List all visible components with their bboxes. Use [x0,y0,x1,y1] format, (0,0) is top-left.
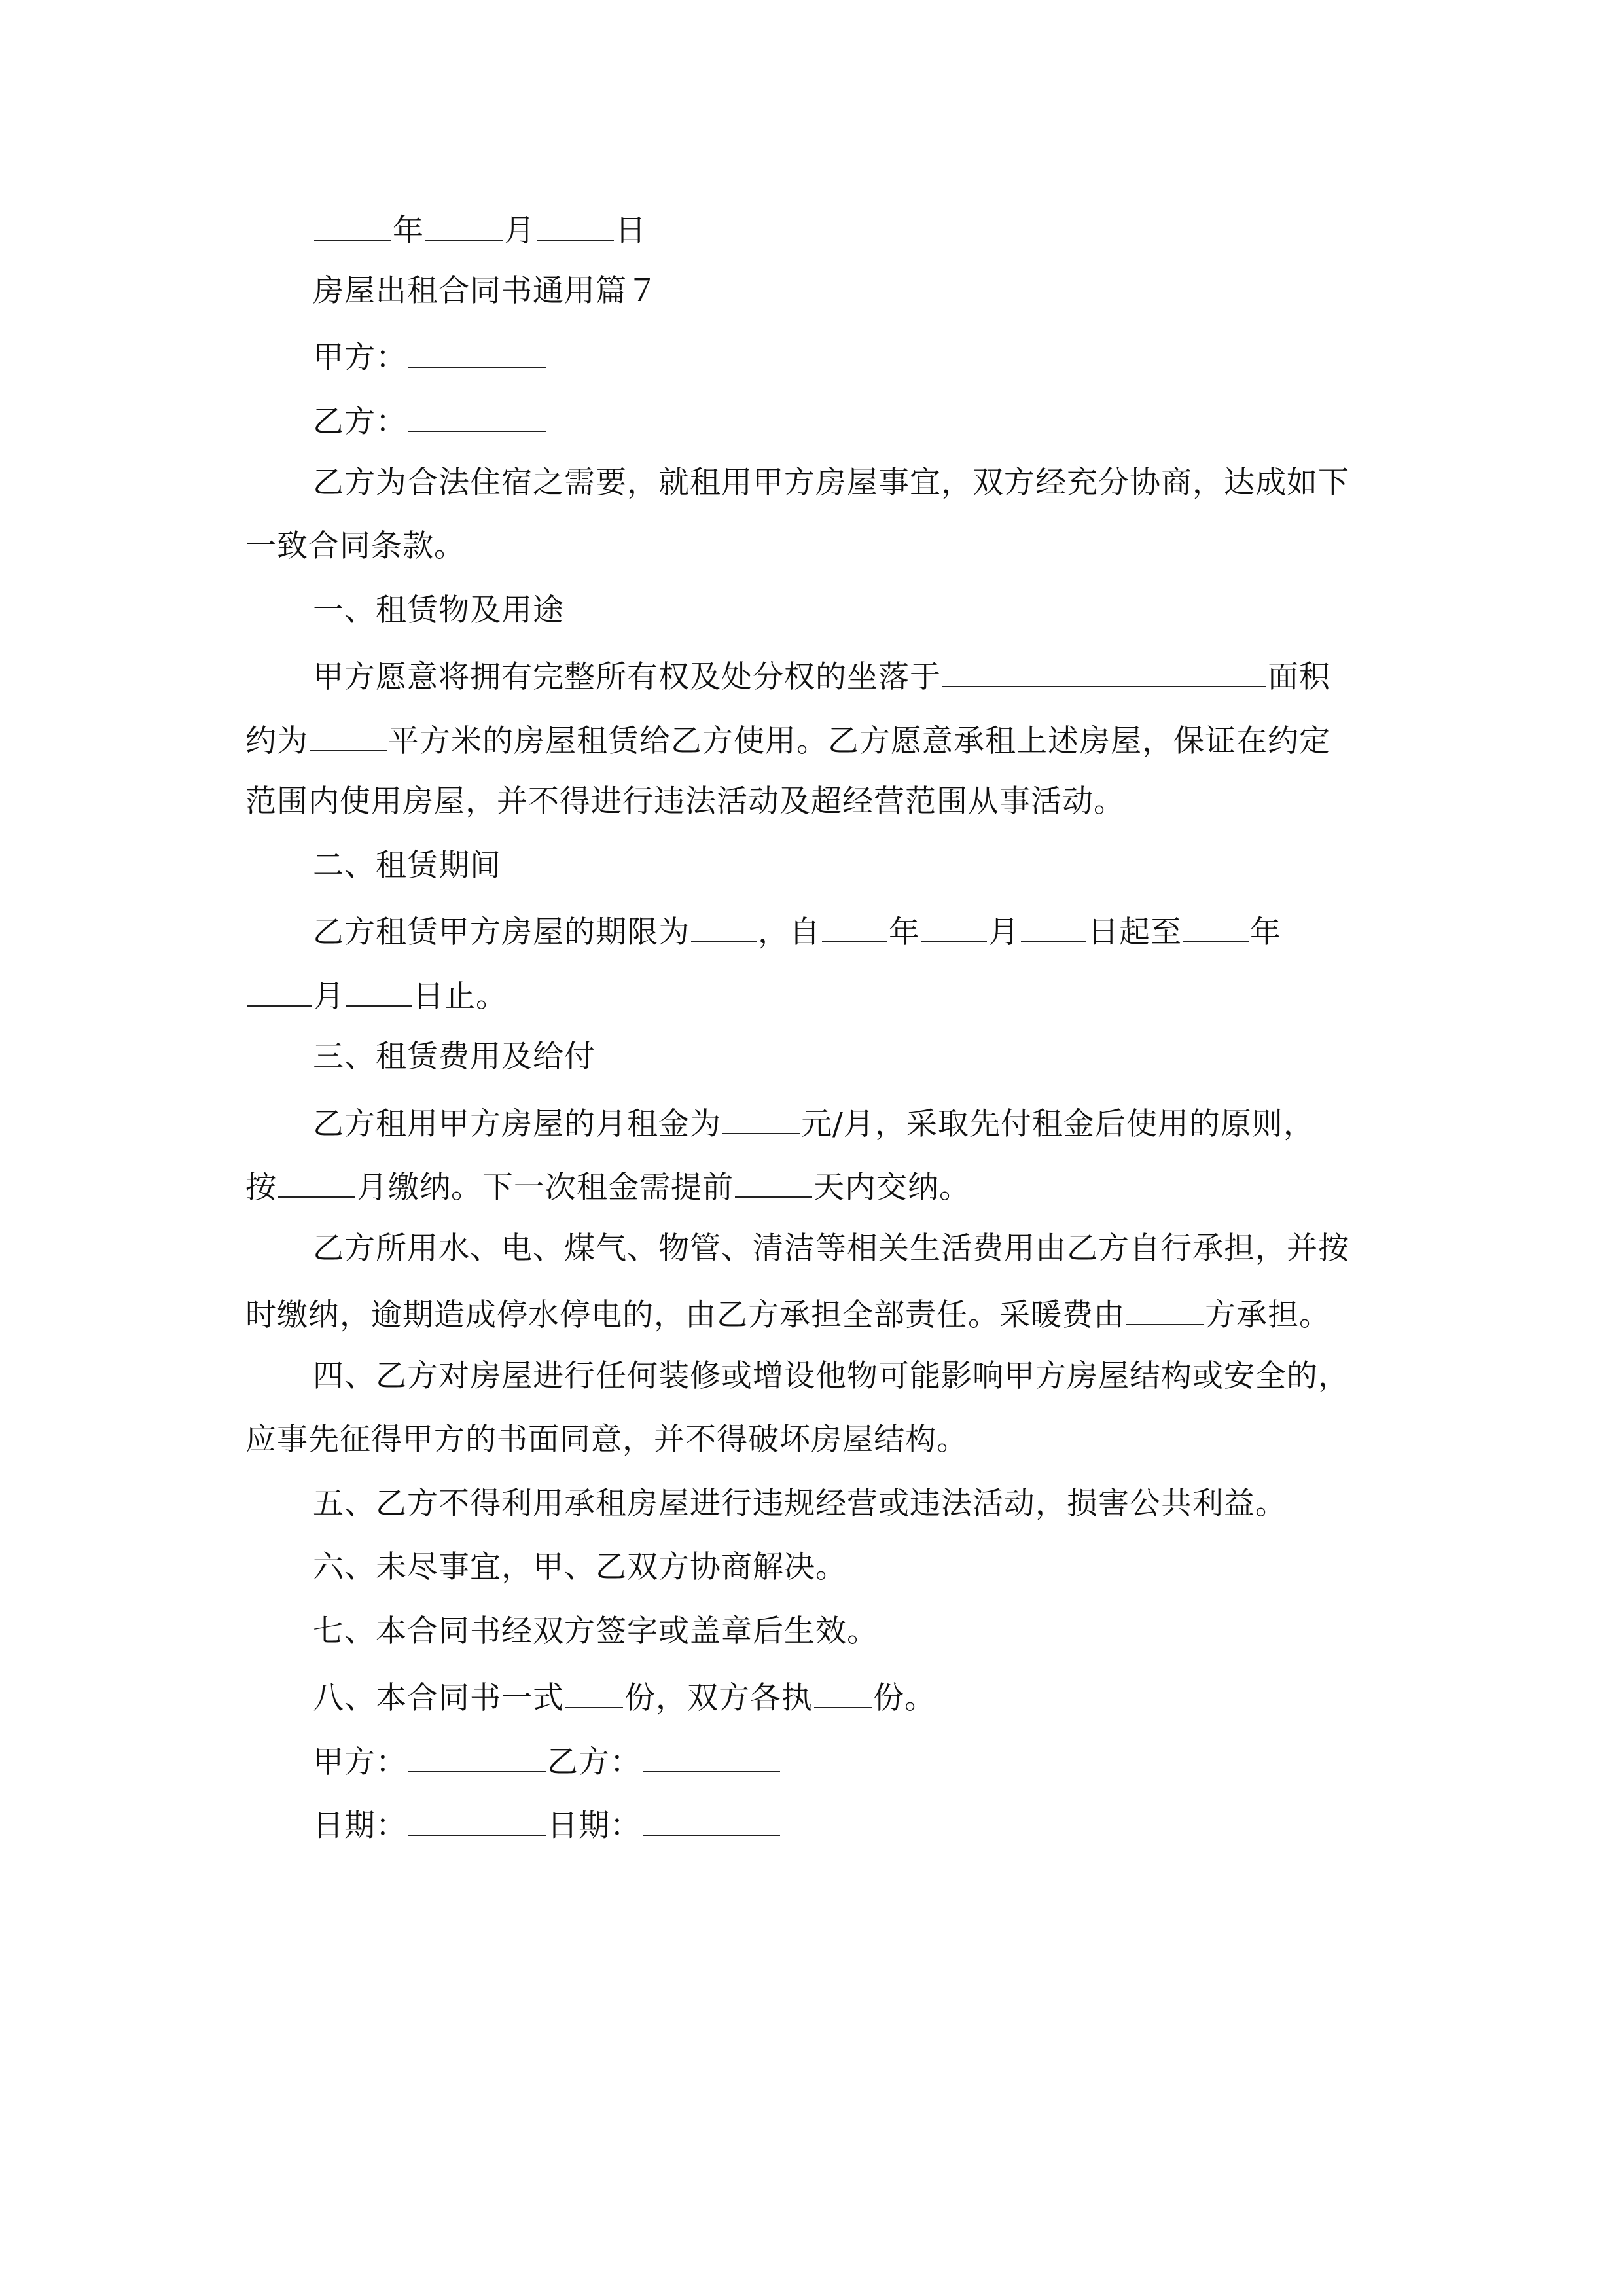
blank-address [942,655,1266,687]
blank-rent [722,1102,800,1134]
section2-line-1 [313,910,1281,952]
blank-pay-months [278,1165,355,1198]
party-a-line [313,335,547,378]
section3-line-3: 乙方所用水、电、煤气、物管、清洁等相关生活费用由乙方自行承担，并按 [313,1230,1349,1266]
section2-text-d: 月 [988,914,1020,950]
section8-text-c: 份。 [873,1680,936,1716]
section2-text-h: 日止。 [413,978,507,1014]
section3-text-d: 月缴纳。下一次租金需提前 [357,1170,734,1206]
blank-term [691,910,757,942]
blank-start-year [822,910,887,942]
party-a-label: 甲方： [313,340,407,376]
section2-line-2 [245,974,507,1016]
party-b-label: 乙方： [313,404,407,440]
blank-copies-each [814,1676,872,1708]
section2-text-g: 月 [313,978,345,1014]
section1-text-a: 甲方愿意将拥有完整所有权及处分权的坐落于 [313,659,941,695]
section1-line-3: 范围内使用房屋，并不得进行违法活动及超经营范围从事活动。 [245,783,1125,819]
blank-end-day [346,974,412,1007]
section4-line-2: 应事先征得甲方的书面同意，并不得破坏房屋结构。 [245,1422,968,1458]
section6: 六、未尽事宜，甲、乙双方协商解决。 [313,1549,847,1585]
section3-text-c: 按 [245,1170,277,1206]
section5: 五、乙方不得利用承租房屋进行违规经营或违法活动，损害公共利益。 [313,1486,1287,1522]
blank-start-day [1021,910,1086,942]
blank-sign-party-b [643,1740,780,1772]
section4-line-1: 四、乙方对房屋进行任何装修或增设他物可能影响甲方房屋结构或安全的， [313,1358,1349,1394]
signature-parties [313,1740,781,1782]
section3-text-e: 天内交纳。 [813,1170,971,1206]
section1-text-c: 约为 [245,723,308,759]
section3-line-4 [245,1293,1330,1335]
section3-text-b: 元/月，采取先付租金后使用的原则， [801,1106,1315,1142]
section7: 七、本合同书经双方签字或盖章后生效。 [313,1613,878,1649]
blank-date-b [643,1803,780,1836]
section1-line-1 [313,655,1330,697]
blank-year [314,208,391,241]
section8-text-b: 份，双方各执 [624,1680,813,1716]
blank-sign-party-a [408,1740,546,1772]
day-label: 日 [615,213,647,249]
section2-text-c: 年 [889,914,920,950]
section3-text-a: 乙方租用甲方房屋的月租金为 [313,1106,721,1142]
section1-text-b: 面积 [1268,659,1330,695]
blank-pay-days [735,1165,812,1198]
blank-month [425,208,503,241]
date-line [313,208,647,251]
section2-title: 二、租赁期间 [313,848,501,884]
section2-text-a: 乙方租赁甲方房屋的期限为 [313,914,690,950]
contract-heading: 房屋出租合同书通用篇７ [313,273,658,309]
section3-text-f: 时缴纳，逾期造成停水停电的，由乙方承担全部责任。采暖费由 [245,1297,1125,1333]
blank-copies-total [565,1676,623,1708]
signature-date-b-label: 日期： [547,1808,641,1844]
intro-line-2: 一致合同条款。 [245,528,465,564]
intro-line-1: 乙方为合法住宿之需要，就租用甲方房屋事宜，双方经充分协商，达成如下 [313,465,1349,501]
section8-text-a: 八、本合同书一式 [313,1680,564,1716]
signature-dates [313,1803,781,1846]
year-label: 年 [393,213,424,249]
month-label: 月 [504,213,535,249]
blank-start-month [921,910,987,942]
blank-day [537,208,614,241]
section1-title: 一、租赁物及用途 [313,592,564,628]
signature-party-a-label: 甲方： [313,1744,407,1780]
signature-party-b-label: 乙方： [547,1744,641,1780]
blank-party-b [408,399,546,432]
blank-heating-party [1126,1293,1204,1325]
section3-line-1 [313,1102,1315,1144]
party-b-line [313,399,547,442]
blank-end-year [1183,910,1249,942]
section2-text-b: ，自 [758,914,821,950]
blank-end-month [247,974,312,1007]
section3-text-g: 方承担。 [1205,1297,1330,1333]
section2-text-f: 年 [1250,914,1281,950]
section1-line-2 [245,719,1330,761]
section8 [313,1676,936,1718]
section1-text-d: 平方米的房屋租赁给乙方使用。乙方愿意承租上述房屋，保证在约定 [388,723,1330,759]
section2-text-e: 日起至 [1088,914,1182,950]
section3-line-2 [245,1165,971,1208]
signature-date-a-label: 日期： [313,1808,407,1844]
blank-party-a [408,335,546,368]
blank-date-a [408,1803,546,1836]
blank-area [310,719,387,751]
section3-title: 三、租赁费用及给付 [313,1039,596,1075]
